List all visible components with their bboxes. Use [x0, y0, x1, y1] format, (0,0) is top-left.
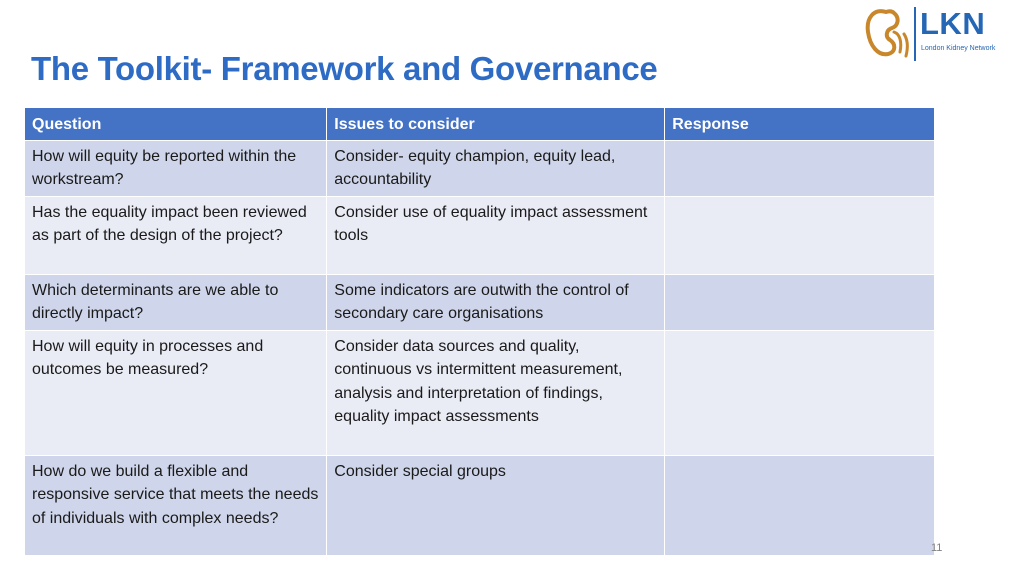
response-cell[interactable] [665, 455, 935, 555]
logo-divider [914, 7, 916, 61]
question-cell: How will equity in processes and outcomes be measured? [25, 330, 327, 455]
issues-cell: Consider special groups [327, 455, 665, 555]
response-cell[interactable] [665, 330, 935, 455]
table-row [25, 330, 935, 455]
logo-name: LKN [920, 6, 986, 41]
issues-cell: Some indicators are outwith the control of secondary care organisations [327, 274, 665, 330]
issues-cell: Consider data sources and quality, continuous vs intermittent measurement, analysis and interpretation of findings, equality impact assessments [327, 330, 665, 455]
issues-cell: Consider- equity champion, equity lead, accountability [327, 140, 665, 196]
response-cell[interactable] [665, 196, 935, 274]
slide-title: The Toolkit- Framework and Governance [31, 50, 658, 87]
question-cell: How will equity be reported within the workstream? [25, 140, 327, 196]
table-header-row [25, 108, 935, 141]
table-row [25, 274, 935, 330]
toolkit-table [24, 107, 935, 556]
question-cell: Has the equality impact been reviewed as part of the design of the project? [25, 196, 327, 274]
kidney-icon [864, 4, 912, 62]
table-row [25, 140, 935, 196]
header-issues: Issues to consider [327, 108, 665, 141]
question-cell: Which determinants are we able to directly impact? [25, 274, 327, 330]
logo-subtitle: London Kidney Network [921, 45, 996, 52]
header-question: Question [25, 108, 327, 141]
response-cell[interactable] [665, 274, 935, 330]
table-row [25, 196, 935, 274]
header-response: Response [665, 108, 935, 141]
lkn-logo [864, 4, 1014, 62]
issues-cell: Consider use of equality impact assessment tools [327, 196, 665, 274]
response-cell[interactable] [665, 140, 935, 196]
table-row [25, 455, 935, 555]
page-number: 11 [931, 542, 943, 554]
question-cell: How do we build a flexible and responsive service that meets the needs of individuals with complex needs? [25, 455, 327, 555]
